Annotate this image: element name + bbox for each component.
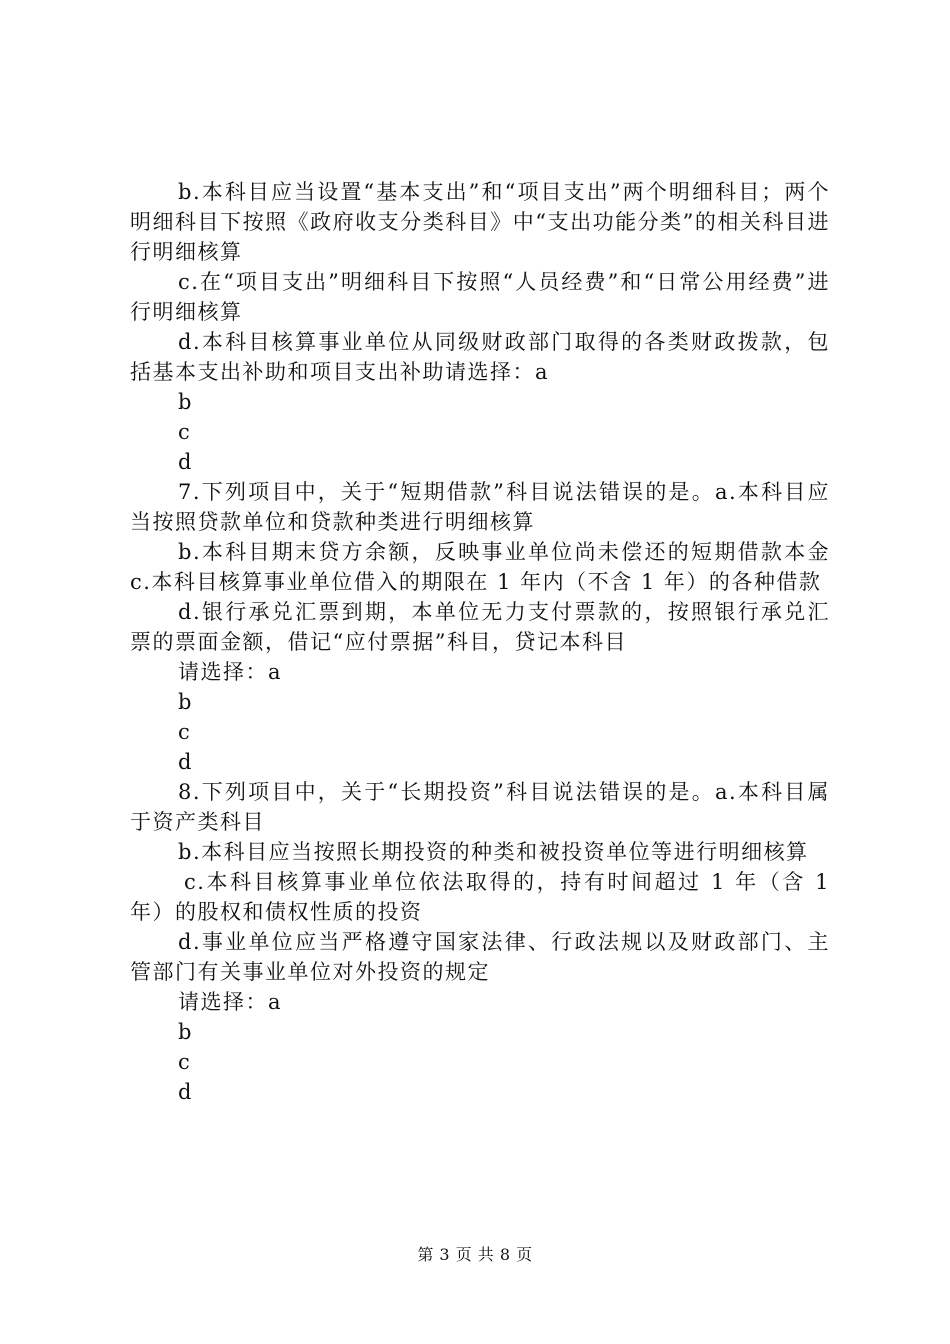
paragraph: d.银行承兑汇票到期，本单位无力支付票款的，按照银行承兑汇票的票面金额，借记“应付票据”科目，贷记本科目 [130, 600, 830, 654]
option-line: b [178, 690, 192, 714]
paragraph: d.本科目核算事业单位从同级财政部门取得的各类财政拨款，包括基本支出补助和项目支出补助请选择：a [130, 330, 830, 384]
option-line: c [178, 420, 190, 444]
paragraph: c.在“项目支出”明细科目下按照“人员经费”和“日常公用经费”进行明细核算 [130, 270, 830, 324]
option-line: b [178, 1020, 192, 1044]
question-paragraph: 8.下列项目中，关于“长期投资”科目说法错误的是。a.本科目属于资产类科目 [130, 780, 830, 834]
paragraph: b.本科目应当设置“基本支出”和“项目支出”两个明细科目；两个明细科目下按照《政府收支分类科目》中“支出功能分类”的相关科目进行明细核算 [130, 180, 830, 264]
option-line: c [178, 1050, 190, 1074]
paragraph: c.本科目核算事业单位依法取得的，持有时间超过 1 年（含 1 年）的股权和债权性质的投资 [130, 870, 830, 924]
page-footer: 第 3 页 共 8 页 [417, 1245, 533, 1264]
paragraph: b.本科目应当按照长期投资的种类和被投资单位等进行明细核算 [178, 840, 809, 864]
option-line: c [178, 720, 190, 744]
paragraph: b.本科目期末贷方余额，反映事业单位尚未偿还的短期借款本金 c.本科目核算事业单位借入的期限在 1 年内（不含 1 年）的各种借款 [130, 540, 830, 594]
option-line: b [178, 390, 192, 414]
option-line: d [178, 750, 192, 774]
document-body [130, 177, 830, 1107]
question-paragraph: 7.下列项目中，关于“短期借款”科目说法错误的是。a.本科目应当按照贷款单位和贷款种类进行明细核算 [130, 480, 830, 534]
option-line: d [178, 1080, 192, 1104]
answer-prompt: 请选择：a [178, 990, 283, 1014]
paragraph: d.事业单位应当严格遵守国家法律、行政法规以及财政部门、主管部门有关事业单位对外投资的规定 [130, 930, 830, 984]
answer-prompt: 请选择：a [178, 660, 283, 684]
option-line: d [178, 450, 192, 474]
